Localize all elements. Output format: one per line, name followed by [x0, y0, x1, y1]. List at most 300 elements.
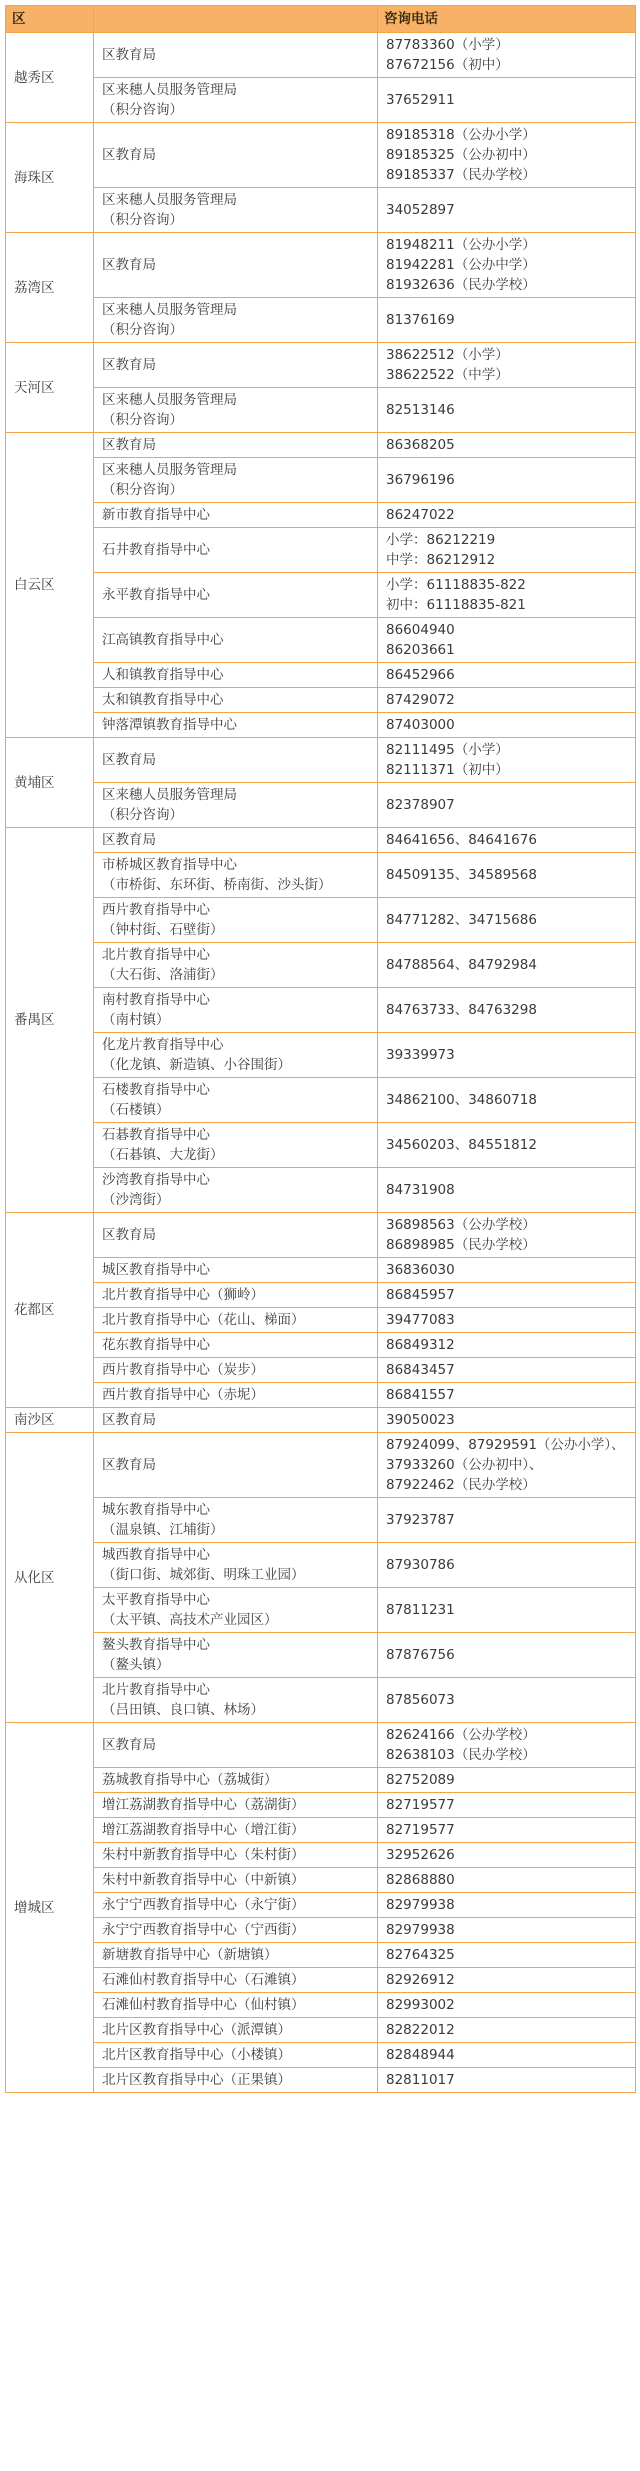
office-name	[94, 1283, 378, 1308]
office-name	[94, 943, 378, 988]
office-line: 区教育局	[102, 752, 156, 768]
table-row	[6, 433, 636, 458]
phone-line: 84788564、84792984	[386, 957, 537, 973]
phone-number	[378, 2018, 636, 2043]
office-line: 区教育局	[102, 357, 156, 373]
office-line: （鳌头镇）	[102, 1657, 170, 1673]
office-line: 钟落潭镇教育指导中心	[102, 717, 237, 733]
phone-line: 87856073	[386, 1692, 455, 1708]
table-row	[6, 898, 636, 943]
table-row	[6, 1408, 636, 1433]
office-name	[94, 1943, 378, 1968]
office-line: 北片区教育指导中心（正果镇）	[102, 2072, 291, 2088]
office-line: 人和镇教育指导中心	[102, 667, 224, 683]
office-line: （街口街、城郊街、明珠工业园）	[102, 1567, 305, 1583]
phone-line: 81948211（公办小学）	[386, 237, 536, 253]
phone-line: 39477083	[386, 1312, 455, 1328]
phone-number	[378, 1123, 636, 1168]
office-line: （大石街、洛浦街）	[102, 967, 224, 983]
table-row	[6, 1843, 636, 1868]
office-line: 区教育局	[102, 1227, 156, 1243]
office-name	[94, 618, 378, 663]
phone-number	[378, 233, 636, 298]
office-line: 区教育局	[102, 1412, 156, 1428]
phone-number	[378, 618, 636, 663]
phone-line: 82638103（民办学校）	[386, 1747, 536, 1763]
table-row	[6, 123, 636, 188]
table-row	[6, 1868, 636, 1893]
table-row	[6, 618, 636, 663]
phone-line: 82513146	[386, 402, 455, 418]
district-name: 越秀区	[6, 33, 94, 123]
phone-line: 36898563（公办学校）	[386, 1217, 536, 1233]
office-line: 北片教育指导中心（花山、梯面）	[102, 1312, 305, 1328]
phone-number	[378, 503, 636, 528]
phone-line: 87403000	[386, 717, 455, 733]
district-name: 番禺区	[6, 828, 94, 1213]
phone-line: 87930786	[386, 1557, 455, 1573]
office-line: 区来穗人员服务管理局	[102, 302, 237, 318]
phone-line: 小学：86212219	[386, 532, 496, 548]
office-line: 花东教育指导中心	[102, 1337, 210, 1353]
phone-number	[378, 1943, 636, 1968]
office-name	[94, 458, 378, 503]
office-line: 区来穗人员服务管理局	[102, 462, 237, 478]
phone-line: 84771282、34715686	[386, 912, 537, 928]
office-name	[94, 1918, 378, 1943]
phone-line: 89185337（民办学校）	[386, 167, 536, 183]
contact-table	[5, 5, 636, 2093]
table-row	[6, 1633, 636, 1678]
office-name	[94, 1768, 378, 1793]
phone-number	[378, 1968, 636, 1993]
table-row	[6, 1333, 636, 1358]
office-line: （石碁镇、大龙街）	[102, 1147, 224, 1163]
office-name	[94, 783, 378, 828]
table-row	[6, 713, 636, 738]
office-name	[94, 123, 378, 188]
phone-line: 87922462（民办学校）	[386, 1477, 536, 1493]
phone-number	[378, 433, 636, 458]
phone-number	[378, 1843, 636, 1868]
office-line: 永宁宁西教育指导中心（宁西街）	[102, 1922, 305, 1938]
office-line: 化龙片教育指导中心	[102, 1037, 224, 1053]
office-line: 区教育局	[102, 1737, 156, 1753]
office-name	[94, 388, 378, 433]
office-name	[94, 1408, 378, 1433]
office-line: 石井教育指导中心	[102, 542, 210, 558]
phone-line: 86841557	[386, 1387, 455, 1403]
table-row	[6, 1433, 636, 1498]
district-name: 增城区	[6, 1723, 94, 2093]
phone-line: 中学：86212912	[386, 552, 496, 568]
phone-line: 37923787	[386, 1512, 455, 1528]
office-line: （化龙镇、新造镇、小谷围街）	[102, 1057, 291, 1073]
phone-number	[378, 1358, 636, 1383]
table-row	[6, 1308, 636, 1333]
phone-line: 34052897	[386, 202, 455, 218]
phone-number	[378, 1918, 636, 1943]
phone-number	[378, 943, 636, 988]
office-line: 北片教育指导中心	[102, 947, 210, 963]
office-name	[94, 1033, 378, 1078]
office-name	[94, 738, 378, 783]
phone-line: 86849312	[386, 1337, 455, 1353]
phone-line: 39339973	[386, 1047, 455, 1063]
office-name	[94, 1213, 378, 1258]
phone-line: 82624166（公办学校）	[386, 1727, 536, 1743]
office-name	[94, 503, 378, 528]
phone-line: 86247022	[386, 507, 455, 523]
phone-line: 34560203、84551812	[386, 1137, 537, 1153]
phone-line: 87811231	[386, 1602, 455, 1618]
phone-line: 86845957	[386, 1287, 455, 1303]
phone-number	[378, 1258, 636, 1283]
phone-number	[378, 1168, 636, 1213]
table-row	[6, 1723, 636, 1768]
office-name	[94, 828, 378, 853]
office-line: 增江荔湖教育指导中心（荔湖街）	[102, 1797, 305, 1813]
office-name	[94, 78, 378, 123]
district-name: 从化区	[6, 1433, 94, 1723]
table-row	[6, 33, 636, 78]
phone-line: 32952626	[386, 1847, 455, 1863]
phone-line: 82993002	[386, 1997, 455, 2013]
table-row	[6, 458, 636, 503]
phone-number	[378, 528, 636, 573]
office-line: 永平教育指导中心	[102, 587, 210, 603]
office-name	[94, 663, 378, 688]
phone-number	[378, 33, 636, 78]
office-name	[94, 1123, 378, 1168]
office-line: （积分咨询）	[102, 322, 183, 338]
phone-line: 82111371（初中）	[386, 762, 509, 778]
office-name	[94, 1723, 378, 1768]
phone-number	[378, 828, 636, 853]
table-row	[6, 528, 636, 573]
office-line: （沙湾街）	[102, 1192, 170, 1208]
office-line: 北片教育指导中心（狮岭）	[102, 1287, 264, 1303]
office-name	[94, 1993, 378, 2018]
phone-line: 82719577	[386, 1797, 455, 1813]
phone-number	[378, 853, 636, 898]
phone-line: 87672156（初中）	[386, 57, 509, 73]
header-district: 区	[6, 6, 94, 33]
office-name	[94, 2018, 378, 2043]
office-name	[94, 233, 378, 298]
table-row	[6, 1078, 636, 1123]
office-name	[94, 713, 378, 738]
table-row	[6, 943, 636, 988]
phone-number	[378, 1588, 636, 1633]
phone-line: 38622512（小学）	[386, 347, 509, 363]
office-line: 石楼教育指导中心	[102, 1082, 210, 1098]
table-row	[6, 2068, 636, 2093]
table-row	[6, 1123, 636, 1168]
phone-number	[378, 78, 636, 123]
table-row	[6, 853, 636, 898]
table-row	[6, 1358, 636, 1383]
office-line: 北片区教育指导中心（小楼镇）	[102, 2047, 291, 2063]
phone-number	[378, 1433, 636, 1498]
office-name	[94, 1843, 378, 1868]
office-line: （积分咨询）	[102, 212, 183, 228]
table-row	[6, 1793, 636, 1818]
office-name	[94, 1968, 378, 1993]
office-name	[94, 853, 378, 898]
phone-line: 36836030	[386, 1262, 455, 1278]
office-line: （积分咨询）	[102, 482, 183, 498]
phone-number	[378, 298, 636, 343]
district-name: 白云区	[6, 433, 94, 738]
phone-line: 82868880	[386, 1872, 455, 1888]
office-name	[94, 1633, 378, 1678]
office-line: 城东教育指导中心	[102, 1502, 210, 1518]
table-row	[6, 1588, 636, 1633]
office-name	[94, 688, 378, 713]
office-name	[94, 1543, 378, 1588]
phone-line: 37933260（公办初中）、	[386, 1457, 543, 1473]
phone-number	[378, 1868, 636, 1893]
phone-number	[378, 663, 636, 688]
office-name	[94, 298, 378, 343]
table-row	[6, 663, 636, 688]
office-line: 荔城教育指导中心（荔城街）	[102, 1772, 278, 1788]
phone-line: 37652911	[386, 92, 455, 108]
office-line: 鳌头教育指导中心	[102, 1637, 210, 1653]
phone-line: 82764325	[386, 1947, 455, 1963]
district-name: 天河区	[6, 343, 94, 433]
phone-line: 34862100、34860718	[386, 1092, 537, 1108]
office-name	[94, 1868, 378, 1893]
header-phone: 咨询电话	[378, 6, 636, 33]
office-line: 西片教育指导中心	[102, 902, 210, 918]
phone-line: 小学：61118835-822	[386, 577, 526, 593]
phone-number	[378, 1033, 636, 1078]
table-row	[6, 78, 636, 123]
office-line: 区来穗人员服务管理局	[102, 82, 237, 98]
phone-number	[378, 1723, 636, 1768]
office-line: 石滩仙村教育指导中心（石滩镇）	[102, 1972, 305, 1988]
phone-line: 86368205	[386, 437, 455, 453]
office-line: 增江荔湖教育指导中心（增江街）	[102, 1822, 305, 1838]
table-row	[6, 828, 636, 853]
office-name	[94, 573, 378, 618]
phone-number	[378, 1308, 636, 1333]
phone-number	[378, 188, 636, 233]
phone-number	[378, 1818, 636, 1843]
table-row	[6, 1968, 636, 1993]
table-row	[6, 573, 636, 618]
table-row	[6, 343, 636, 388]
phone-number	[378, 1893, 636, 1918]
office-line: 新塘教育指导中心（新塘镇）	[102, 1947, 278, 1963]
office-line: （积分咨询）	[102, 102, 183, 118]
phone-number	[378, 123, 636, 188]
phone-number	[378, 1498, 636, 1543]
office-line: 城西教育指导中心	[102, 1547, 210, 1563]
office-line: （石楼镇）	[102, 1102, 170, 1118]
phone-line: 82378907	[386, 797, 455, 813]
district-name: 海珠区	[6, 123, 94, 233]
phone-line: 86843457	[386, 1362, 455, 1378]
table-row	[6, 2043, 636, 2068]
office-line: 城区教育指导中心	[102, 1262, 210, 1278]
office-line: 太平教育指导中心	[102, 1592, 210, 1608]
office-line: 西片教育指导中心（赤坭）	[102, 1387, 264, 1403]
office-line: （市桥街、东环街、桥南街、沙头街）	[102, 877, 332, 893]
phone-number	[378, 1768, 636, 1793]
phone-number	[378, 688, 636, 713]
phone-number	[378, 458, 636, 503]
table-row	[6, 1543, 636, 1588]
table-row	[6, 1168, 636, 1213]
table-row	[6, 1893, 636, 1918]
office-line: 南村教育指导中心	[102, 992, 210, 1008]
office-name	[94, 1893, 378, 1918]
phone-number	[378, 573, 636, 618]
office-line: 新市教育指导中心	[102, 507, 210, 523]
office-line: 区教育局	[102, 147, 156, 163]
district-name: 南沙区	[6, 1408, 94, 1433]
office-name	[94, 1678, 378, 1723]
office-name	[94, 1358, 378, 1383]
office-line: 江高镇教育指导中心	[102, 632, 224, 648]
table-row	[6, 1918, 636, 1943]
phone-line: 86203661	[386, 642, 455, 658]
office-line: 石碁教育指导中心	[102, 1127, 210, 1143]
office-line: 区教育局	[102, 257, 156, 273]
table-body	[6, 33, 636, 2093]
phone-line: 89185325（公办初中）	[386, 147, 536, 163]
phone-line: 82719577	[386, 1822, 455, 1838]
office-line: 北片区教育指导中心（派潭镇）	[102, 2022, 291, 2038]
table-row	[6, 233, 636, 298]
phone-line: 87783360（小学）	[386, 37, 509, 53]
office-line: 北片教育指导中心	[102, 1682, 210, 1698]
office-name	[94, 988, 378, 1033]
phone-number	[378, 2043, 636, 2068]
phone-number	[378, 1383, 636, 1408]
phone-line: 87876756	[386, 1647, 455, 1663]
office-line: 朱村中新教育指导中心（中新镇）	[102, 1872, 305, 1888]
phone-line: 84641656、84641676	[386, 832, 537, 848]
phone-number	[378, 738, 636, 783]
table-row	[6, 1943, 636, 1968]
office-line: （积分咨询）	[102, 412, 183, 428]
table-row	[6, 988, 636, 1033]
phone-number	[378, 1078, 636, 1123]
phone-line: 86604940	[386, 622, 455, 638]
office-name	[94, 433, 378, 458]
phone-line: 初中：61118835-821	[386, 597, 526, 613]
phone-number	[378, 783, 636, 828]
office-name	[94, 528, 378, 573]
table-row	[6, 1258, 636, 1283]
phone-line: 82848944	[386, 2047, 455, 2063]
table-row	[6, 1033, 636, 1078]
phone-line: 82811017	[386, 2072, 455, 2088]
office-line: 区教育局	[102, 437, 156, 453]
phone-number	[378, 1993, 636, 2018]
phone-line: 81376169	[386, 312, 455, 328]
district-name: 花都区	[6, 1213, 94, 1408]
phone-number	[378, 1283, 636, 1308]
header-row	[6, 6, 636, 33]
office-line: （吕田镇、良口镇、林场）	[102, 1702, 264, 1718]
phone-line: 82979938	[386, 1897, 455, 1913]
office-line: 区来穗人员服务管理局	[102, 192, 237, 208]
table-row	[6, 1818, 636, 1843]
phone-line: 38622522（中学）	[386, 367, 509, 383]
table-row	[6, 503, 636, 528]
office-line: 市桥城区教育指导中心	[102, 857, 237, 873]
phone-number	[378, 1213, 636, 1258]
phone-line: 84763733、84763298	[386, 1002, 537, 1018]
office-line: 区教育局	[102, 832, 156, 848]
office-name	[94, 898, 378, 943]
office-name	[94, 1258, 378, 1283]
office-name	[94, 188, 378, 233]
phone-line: 82979938	[386, 1922, 455, 1938]
phone-number	[378, 1678, 636, 1723]
office-line: （温泉镇、江埔街）	[102, 1522, 224, 1538]
office-name	[94, 1383, 378, 1408]
phone-line: 82926912	[386, 1972, 455, 1988]
phone-line: 87924099、87929591（公办小学）、	[386, 1437, 625, 1453]
table-row	[6, 188, 636, 233]
table-row	[6, 2018, 636, 2043]
phone-line: 89185318（公办小学）	[386, 127, 536, 143]
office-line: 区教育局	[102, 47, 156, 63]
table-row	[6, 738, 636, 783]
phone-number	[378, 713, 636, 738]
phone-number	[378, 1793, 636, 1818]
phone-line: 82752089	[386, 1772, 455, 1788]
phone-line: 84509135、34589568	[386, 867, 537, 883]
table-row	[6, 388, 636, 433]
office-line: 沙湾教育指导中心	[102, 1172, 210, 1188]
phone-number	[378, 2068, 636, 2093]
office-name	[94, 1793, 378, 1818]
phone-number	[378, 1408, 636, 1433]
phone-line: 36796196	[386, 472, 455, 488]
office-name	[94, 1433, 378, 1498]
phone-number	[378, 1543, 636, 1588]
phone-number	[378, 343, 636, 388]
office-name	[94, 1308, 378, 1333]
phone-line: 87429072	[386, 692, 455, 708]
table-row	[6, 298, 636, 343]
office-name	[94, 2068, 378, 2093]
phone-line: 82111495（小学）	[386, 742, 509, 758]
office-name	[94, 1078, 378, 1123]
table-row	[6, 1283, 636, 1308]
phone-line: 39050023	[386, 1412, 455, 1428]
office-line: （太平镇、高技术产业园区）	[102, 1612, 278, 1628]
district-name: 荔湾区	[6, 233, 94, 343]
office-name	[94, 1168, 378, 1213]
phone-line: 86898985（民办学校）	[386, 1237, 536, 1253]
phone-number	[378, 388, 636, 433]
table-row	[6, 1678, 636, 1723]
office-name	[94, 2043, 378, 2068]
office-line: 西片教育指导中心（炭步）	[102, 1362, 264, 1378]
header-office	[94, 6, 378, 33]
office-name	[94, 33, 378, 78]
phone-line: 86452966	[386, 667, 455, 683]
phone-number	[378, 988, 636, 1033]
